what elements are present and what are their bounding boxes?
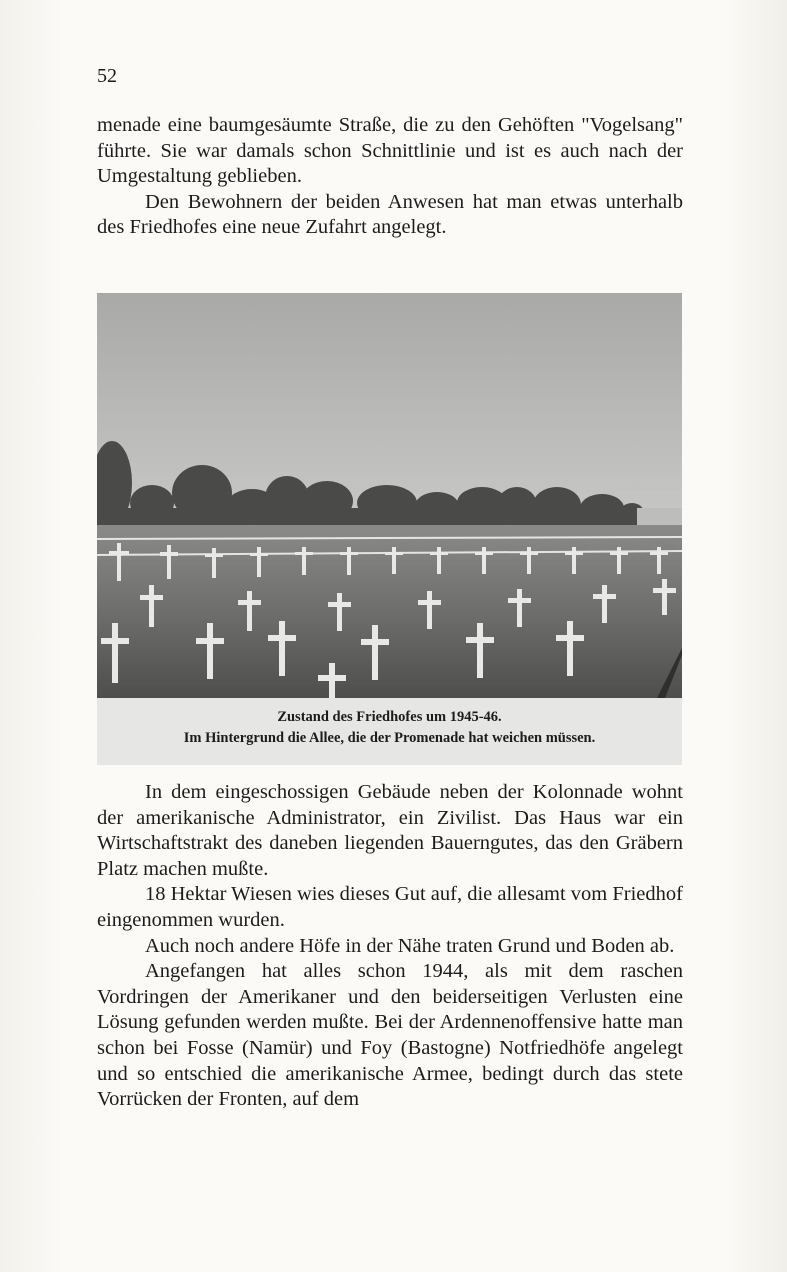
- paragraph: 18 Hektar Wiesen wies dieses Gut auf, die allesamt vom Friedhof eingenommen wurden.: [97, 883, 683, 931]
- paragraph: menade eine baumgesäumte Straße, die zu den Gehöften "Vogelsang" führte. Sie war damals schon Schnittlinie und ist es auch nach der Umgestaltung geblieben.: [97, 114, 683, 188]
- cemetery-photo: [97, 293, 682, 698]
- photo-caption: [97, 698, 682, 765]
- paragraph: Angefangen hat alles schon 1944, als mit dem raschen Vordringen der Amerikaner und den beiderseitigen Verlusten eine Lösung gefunden werden mußte. Bei der Ardennenoffensive hatte man schon bei Fosse (Namür) und Foy (Bastogne) Notfriedhöfe angelegt und so entschied die amerikanische Armee, bedingt durch das stete Vorrücken der Fronten, auf dem: [97, 960, 683, 1111]
- text-block-top: [97, 113, 683, 241]
- caption-line: Zustand des Friedhofes um 1945-46.: [277, 709, 502, 725]
- page-number: 52: [97, 65, 117, 87]
- paragraph: In dem eingeschossigen Gebäude neben der Kolonnade wohnt der amerikanische Administrator, ein Zivilist. Das Haus war ein Wirtschaftstrakt des daneben liegenden Bauerngutes, das den Gräbern Platz machen mußte.: [97, 781, 683, 880]
- caption-line: Im Hintergrund die Allee, die der Promenade hat weichen müssen.: [183, 730, 596, 746]
- text-block-bottom: [97, 780, 683, 1113]
- cemetery-photo-figure: [97, 293, 682, 765]
- paragraph: Auch noch andere Höfe in der Nähe traten Grund und Boden ab.: [145, 934, 675, 957]
- paragraph: Den Bewohnern der beiden Anwesen hat man etwas unterhalb des Friedhofes eine neue Zufahrt angelegt.: [97, 190, 683, 239]
